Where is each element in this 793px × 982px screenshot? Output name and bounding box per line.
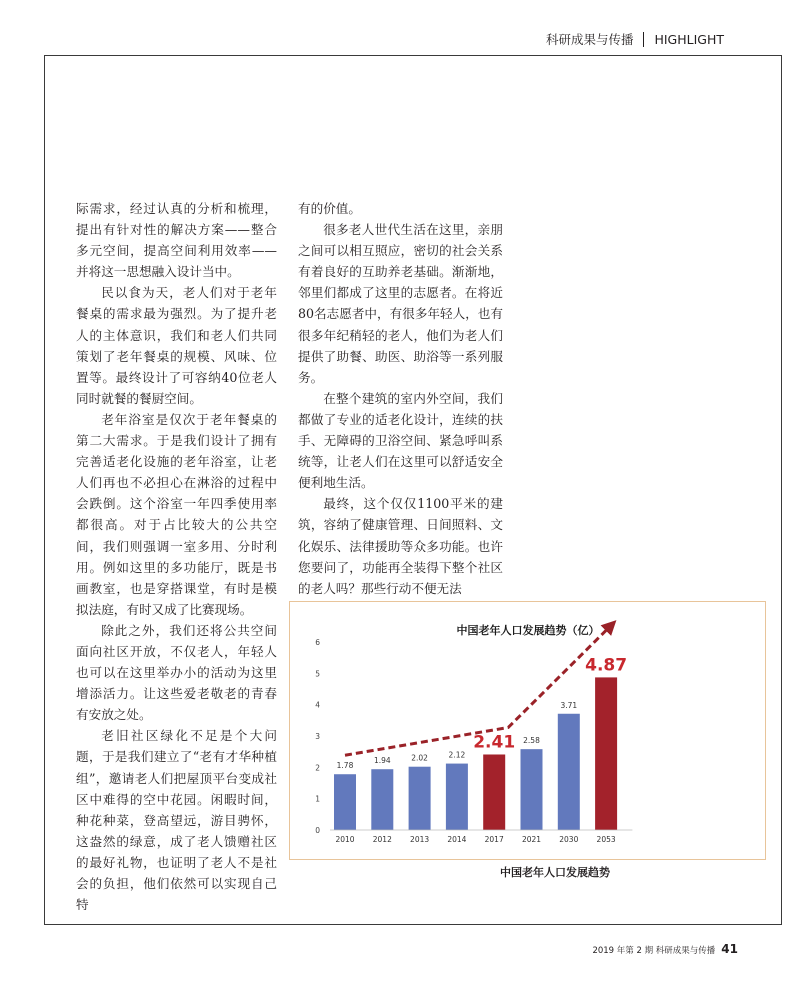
y-tick-label: 6 (315, 638, 320, 647)
page-number: 41 (721, 942, 738, 956)
page-footer (592, 942, 738, 956)
chart-caption: 中国老年人口发展趋势 (500, 866, 610, 879)
y-tick-label: 1 (315, 794, 320, 804)
value-label-2013: 2.02 (411, 753, 428, 763)
header-divider (643, 32, 644, 47)
bar-2030 (558, 714, 580, 830)
text-column-right (298, 198, 503, 599)
bar-2013 (409, 767, 431, 830)
x-tick-label: 2021 (521, 835, 542, 844)
x-tick-label: 2010 (335, 835, 355, 844)
chart-panel (289, 601, 766, 860)
value-label-2014: 2.12 (448, 750, 466, 760)
paragraph: 除此之外，我们还将公共空间面向社区开放，不仅老人，年轻人也可以在这里举办小的活动为这里增添活力。让这些爱老敬老的青春有安放之处。 (76, 622, 277, 723)
issue-info: 2019 年第 2 期 科研成果与传播 (592, 946, 716, 956)
value-label-2017: 2.41 (473, 732, 516, 753)
value-label-2053: 4.87 (585, 655, 628, 676)
x-tick-label: 2012 (372, 835, 392, 844)
paragraph: 老年浴室是仅次于老年餐桌的第二大需求。于是我们设计了拥有完善适老化设施的老年浴室，让老人们再也不必担心在淋浴的过程中会跌倒。这个浴室一年四季使用率都很高。对于占比较大的公共空间，我们则强调一室多用、分时利用。例如这里的多功能厅，既是书画教室，也是穿搭课堂，有时是模拟法庭，有时又成了比赛现场。 (76, 411, 277, 617)
paragraph: 有的价值。 (298, 201, 361, 216)
paragraph: 老旧社区绿化不足是个大问题，于是我们建立了“老有才华种植组”，邀请老人们把屋顶平台变成社区中难得的空中花园。闲暇时间，种花种菜，登高望远，游目骋怀，这盎然的绿意，成了老人馈赠社区的最好礼物，也证明了老人不是社会的负担，他们依然可以实现自己特 (76, 728, 277, 913)
running-header (546, 30, 724, 48)
paragraph: 最终，这个仅仅1100平米的建筑，容纳了健康管理、日间照料、文化娱乐、法律援助等众多功能。也许您要问了，功能再全装得下整个社区的老人吗？那些行动不便无法 (298, 496, 503, 596)
y-tick-label: 3 (315, 732, 320, 741)
paragraph: 际需求，经过认真的分析和梳理，提出有针对性的解决方案——整合多元空间，提高空间利用效率——并将这一思想融入设计当中。 (76, 201, 277, 280)
bar-2053 (595, 677, 617, 830)
paragraph: 很多老人世代生活在这里，亲朋之间可以相互照应，密切的社会关系有着良好的互助养老基础。渐渐地，邻里们都成了这里的志愿者。在将近80名志愿者中，有很多年轻人，也有很多年纪稍轻的老人，他们为老人们提供了助餐、助医、助浴等一系列服务。 (298, 222, 503, 385)
x-tick-label: 2030 (559, 835, 579, 844)
x-tick-label: 2014 (447, 835, 467, 844)
value-label-2012: 1.94 (373, 756, 391, 766)
value-label-2030: 3.71 (560, 700, 578, 710)
x-tick-label: 2017 (484, 835, 504, 844)
y-tick-label: 4 (315, 700, 320, 710)
value-label-2021: 2.58 (523, 736, 540, 746)
bar-2021 (521, 749, 543, 830)
bar-2012 (371, 769, 393, 830)
bar-2014 (446, 764, 468, 830)
paragraph: 在整个建筑的室内外空间，我们都做了专业的适老化设计，连续的扶手、无障碍的卫浴空间、紧急呼叫系统等，让老人们在这里可以舒适安全便利地生活。 (298, 390, 503, 491)
paragraph: 民以食为天，老人们对于老年餐桌的需求最为强烈。为了提升老人的主体意识，我们和老人们共同策划了老年餐桌的规模、风味、位置等。最终设计了可容纳40位老人同时就餐的餐厨空间。 (76, 285, 277, 406)
value-label-2010: 1.78 (336, 761, 354, 771)
bar-2010 (334, 774, 356, 830)
x-tick-label: 2053 (596, 835, 616, 844)
y-tick-label: 0 (315, 826, 320, 835)
header-label: HIGHLIGHT (654, 31, 724, 47)
y-tick-label: 5 (315, 669, 320, 679)
elderly-population-chart (290, 602, 767, 861)
header-section: 科研成果与传播 (545, 32, 634, 47)
y-tick-label: 2 (315, 763, 320, 773)
x-tick-label: 2013 (410, 835, 430, 844)
text-column-left (76, 198, 277, 915)
chart-title: 中国老年人口发展趋势（亿） (456, 624, 600, 637)
bar-2017 (483, 754, 505, 830)
